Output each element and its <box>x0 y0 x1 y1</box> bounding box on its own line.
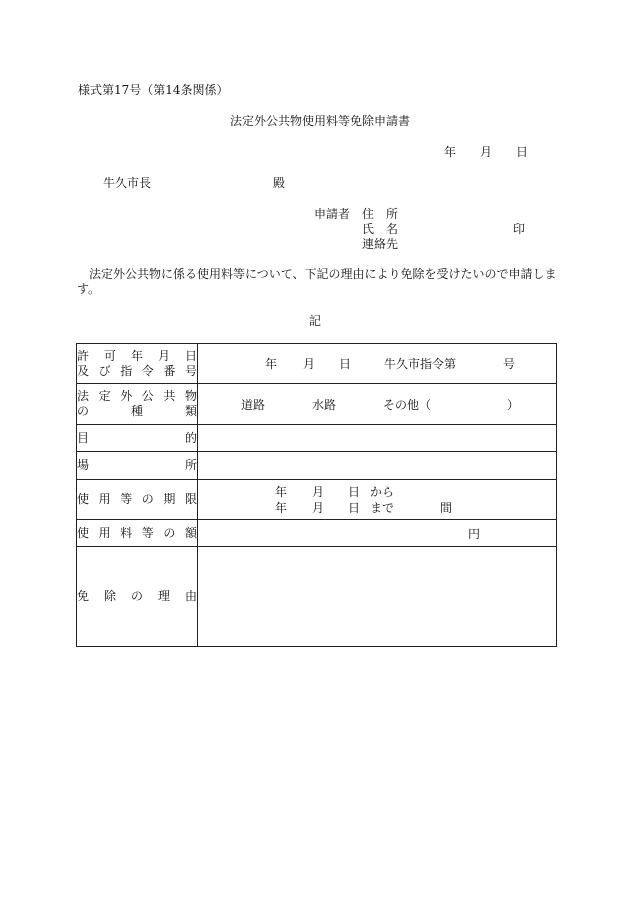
applicant-seal-mark: 印 <box>513 222 526 236</box>
label-char: 料 <box>120 525 133 540</box>
label-char: 可 <box>103 348 116 363</box>
label-char: び <box>98 363 111 378</box>
permit-label <box>77 344 198 384</box>
label-char: 的 <box>184 430 197 445</box>
label-char: 公 <box>141 389 154 403</box>
label-char: 期 <box>163 492 176 506</box>
label-char: 日 <box>184 348 197 363</box>
form-number: 様式第17号（第14条関係） <box>78 83 229 97</box>
table-row-purpose <box>77 425 557 452</box>
permit-year: 年 <box>265 357 278 371</box>
period-to-day: 日 <box>348 501 361 515</box>
label-char: 共 <box>163 389 176 403</box>
period-value-cell[interactable] <box>198 480 557 520</box>
permit-label-line2 <box>77 364 197 379</box>
permit-label-line1 <box>77 349 197 364</box>
label-char: 用 <box>98 525 111 540</box>
label-char: 使 <box>77 492 90 506</box>
table-row-place <box>77 452 557 480</box>
applicant-name-label: 氏 名 <box>362 222 399 236</box>
period-span-label: 間 <box>440 501 453 515</box>
label-char: 額 <box>184 525 197 540</box>
type-label-line2 <box>77 404 197 419</box>
table-row-type <box>77 384 557 425</box>
date-year-label: 年 <box>444 145 457 159</box>
label-char: 種 <box>130 404 143 418</box>
ki-heading: 記 <box>308 314 321 328</box>
label-char: の <box>163 525 176 540</box>
label-char: 定 <box>98 389 111 403</box>
fee-unit: 円 <box>468 527 481 541</box>
label-char: 所 <box>184 458 197 472</box>
period-from-year: 年 <box>275 485 288 499</box>
label-char: 年 <box>130 348 143 363</box>
period-from-day: 日 <box>348 485 361 499</box>
place-label <box>77 452 198 480</box>
permit-day: 日 <box>339 357 352 371</box>
addressee-honorific: 殿 <box>273 176 286 190</box>
permit-order-prefix: 牛久市指令第 <box>384 357 457 371</box>
period-from-month: 月 <box>312 485 325 499</box>
label-char: 除 <box>103 589 116 603</box>
label-char: 番 <box>163 363 176 378</box>
label-char: 及 <box>77 363 90 378</box>
label-char: 類 <box>184 404 197 418</box>
label-char: の <box>130 589 143 603</box>
label-char: 令 <box>141 363 154 378</box>
label-char: 用 <box>98 492 111 506</box>
application-table <box>76 343 557 647</box>
table-row-period <box>77 480 557 520</box>
period-from-label: から <box>370 485 395 499</box>
applicant-label: 申請者 <box>314 207 351 221</box>
applicant-contact-label: 連絡先 <box>362 237 399 251</box>
label-char: の <box>141 492 154 506</box>
label-char: 月 <box>157 348 170 363</box>
type-road[interactable]: 道路 <box>241 398 266 412</box>
table-row-reason <box>77 547 557 647</box>
type-other-close: ） <box>507 398 520 412</box>
label-char: 免 <box>77 589 90 603</box>
label-char: の <box>77 404 90 418</box>
label-char: 法 <box>77 389 90 403</box>
date-day-label: 日 <box>516 145 529 159</box>
permit-month: 月 <box>303 357 316 371</box>
label-char: 目 <box>77 430 90 445</box>
label-char: 許 <box>77 348 90 363</box>
label-char: 由 <box>184 589 197 603</box>
document-title: 法定外公共物使用料等免除申請書 <box>229 114 410 128</box>
type-waterway[interactable]: 水路 <box>312 398 337 412</box>
label-char: 外 <box>120 389 133 403</box>
request-statement: 法定外公共物に係る使用料等について、下記の理由により免除を受けたいので申請します。 <box>77 267 557 296</box>
label-char: 物 <box>184 389 197 403</box>
label-char: 号 <box>184 363 197 378</box>
label-char: 使 <box>77 525 90 540</box>
addressee-name: 牛久市長 <box>103 176 152 190</box>
purpose-value-cell[interactable] <box>198 425 557 452</box>
table-row-fee <box>77 520 557 547</box>
date-line <box>444 145 528 159</box>
addressee <box>103 176 285 190</box>
label-char: 場 <box>77 458 90 472</box>
table-row-permit <box>77 344 557 384</box>
place-value-cell[interactable] <box>198 452 557 480</box>
reason-label <box>77 547 198 647</box>
fee-value-cell[interactable] <box>198 520 557 547</box>
type-label-line1 <box>77 389 197 404</box>
type-value-cell[interactable] <box>198 384 557 425</box>
period-to-year: 年 <box>275 501 288 515</box>
type-other-open[interactable]: その他（ <box>383 398 432 412</box>
type-label <box>77 384 198 425</box>
reason-value-cell[interactable] <box>198 547 557 647</box>
date-month-label: 月 <box>480 145 493 159</box>
permit-value-cell[interactable] <box>198 344 557 384</box>
applicant-address-label: 住 所 <box>362 207 399 221</box>
purpose-label <box>77 425 198 452</box>
label-char: 理 <box>157 589 170 603</box>
label-char: 等 <box>141 525 154 540</box>
label-char: 指 <box>120 363 133 378</box>
permit-order-suffix: 号 <box>503 357 516 371</box>
period-to-month: 月 <box>312 501 325 515</box>
period-label <box>77 480 198 520</box>
label-char: 限 <box>184 492 197 506</box>
label-char: 等 <box>120 492 133 506</box>
fee-label <box>77 520 198 547</box>
period-until-label: まで <box>370 501 395 515</box>
